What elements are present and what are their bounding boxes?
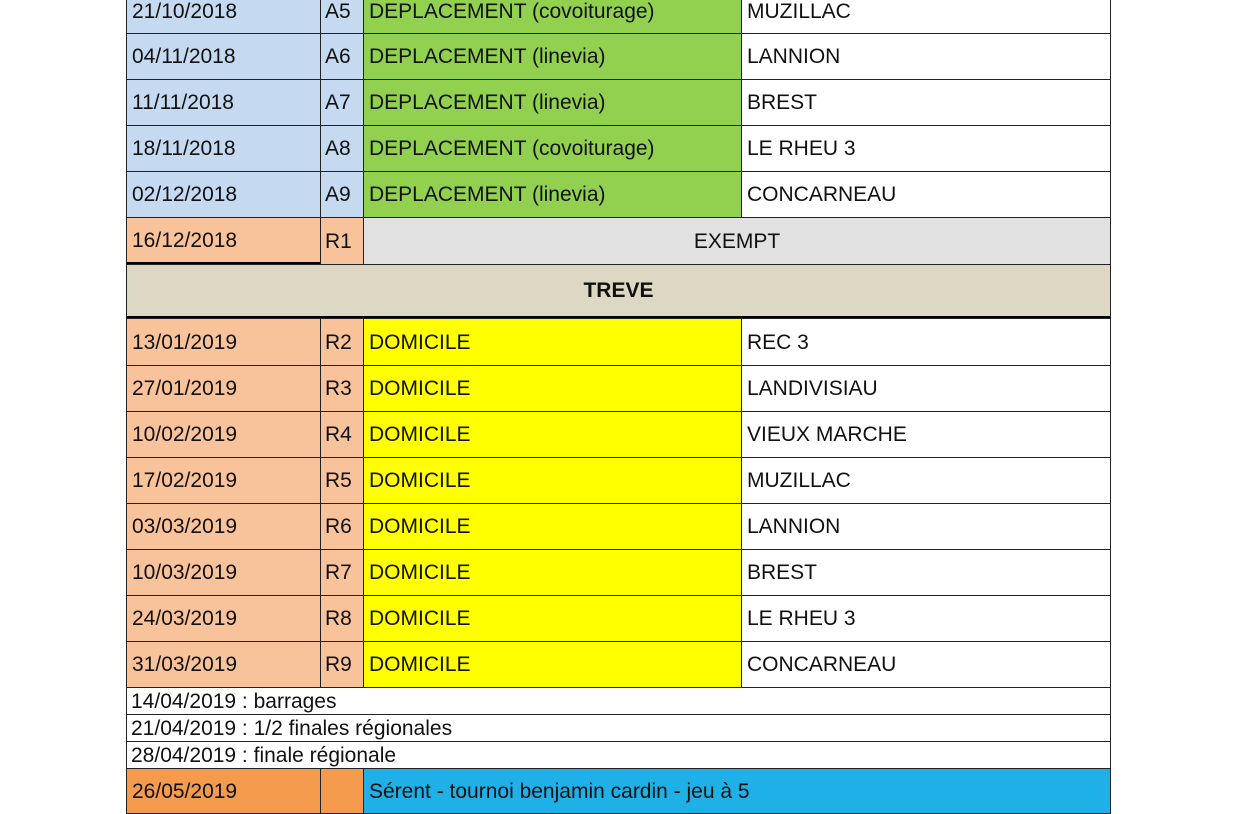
match-row [126, 549, 1111, 596]
match-opponent: MUZILLAC [741, 0, 1111, 34]
match-code: R9 [320, 641, 364, 688]
treve-banner: TREVE [126, 264, 1111, 319]
note-finale: 28/04/2019 : finale régionale [126, 741, 1111, 769]
note-barrages: 14/04/2019 : barrages [126, 687, 1111, 715]
match-row [126, 171, 1111, 218]
match-type: DOMICILE [363, 549, 742, 596]
match-row [126, 411, 1111, 458]
match-type: DOMICILE [363, 318, 742, 366]
match-row [126, 33, 1111, 80]
match-code: R2 [320, 318, 364, 366]
tournament-date: 26/05/2019 [126, 768, 321, 814]
match-code: A5 [320, 0, 364, 34]
match-row [126, 0, 1111, 34]
match-opponent: CONCARNEAU [741, 171, 1111, 218]
match-date: 24/03/2019 [126, 595, 321, 642]
match-row [126, 503, 1111, 550]
match-type: DOMICILE [363, 457, 742, 504]
match-opponent: LANNION [741, 33, 1111, 80]
match-code: R4 [320, 411, 364, 458]
match-date: 03/03/2019 [126, 503, 321, 550]
match-code: A9 [320, 171, 364, 218]
match-code: R5 [320, 457, 364, 504]
match-row [126, 79, 1111, 126]
match-opponent: VIEUX MARCHE [741, 411, 1111, 458]
match-date: 13/01/2019 [126, 318, 321, 366]
match-date: 10/02/2019 [126, 411, 321, 458]
match-row [126, 595, 1111, 642]
match-type: DOMICILE [363, 595, 742, 642]
match-code: A7 [320, 79, 364, 126]
match-type: DOMICILE [363, 411, 742, 458]
match-type: DEPLACEMENT (linevia) [363, 79, 742, 126]
tournament-label: Sérent - tournoi benjamin cardin - jeu à 5 [363, 768, 1111, 814]
match-row [126, 318, 1111, 366]
match-opponent: LE RHEU 3 [741, 125, 1111, 172]
match-opponent: MUZILLAC [741, 457, 1111, 504]
match-code: R8 [320, 595, 364, 642]
match-row [126, 125, 1111, 172]
match-date: 16/12/2018 [126, 217, 321, 265]
match-date: 04/11/2018 [126, 33, 321, 80]
exempt-label: EXEMPT [363, 217, 1111, 265]
match-code: A6 [320, 33, 364, 80]
match-opponent: LANNION [741, 503, 1111, 550]
match-code: R1 [320, 217, 364, 265]
match-type: DEPLACEMENT (linevia) [363, 33, 742, 80]
match-date: 11/11/2018 [126, 79, 321, 126]
tournament-row [126, 768, 1111, 814]
match-opponent: LE RHEU 3 [741, 595, 1111, 642]
match-date: 02/12/2018 [126, 171, 321, 218]
match-date: 10/03/2019 [126, 549, 321, 596]
match-date: 31/03/2019 [126, 641, 321, 688]
match-row [126, 641, 1111, 688]
match-row [126, 365, 1111, 412]
match-row [126, 457, 1111, 504]
match-date: 17/02/2019 [126, 457, 321, 504]
match-type: DEPLACEMENT (covoiturage) [363, 125, 742, 172]
match-opponent: LANDIVISIAU [741, 365, 1111, 412]
match-code: R3 [320, 365, 364, 412]
exempt-row [126, 217, 1111, 265]
match-code: R6 [320, 503, 364, 550]
match-type: DOMICILE [363, 641, 742, 688]
note-demi-finales: 21/04/2019 : 1/2 finales régionales [126, 714, 1111, 742]
match-date: 18/11/2018 [126, 125, 321, 172]
match-code: A8 [320, 125, 364, 172]
match-opponent: REC 3 [741, 318, 1111, 366]
match-type: DEPLACEMENT (covoiturage) [363, 0, 742, 34]
tournament-code [320, 768, 364, 814]
match-date: 21/10/2018 [126, 0, 321, 34]
match-date: 27/01/2019 [126, 365, 321, 412]
match-opponent: BREST [741, 79, 1111, 126]
match-opponent: BREST [741, 549, 1111, 596]
match-type: DEPLACEMENT (linevia) [363, 171, 742, 218]
match-opponent: CONCARNEAU [741, 641, 1111, 688]
match-code: R7 [320, 549, 364, 596]
match-type: DOMICILE [363, 503, 742, 550]
match-type: DOMICILE [363, 365, 742, 412]
